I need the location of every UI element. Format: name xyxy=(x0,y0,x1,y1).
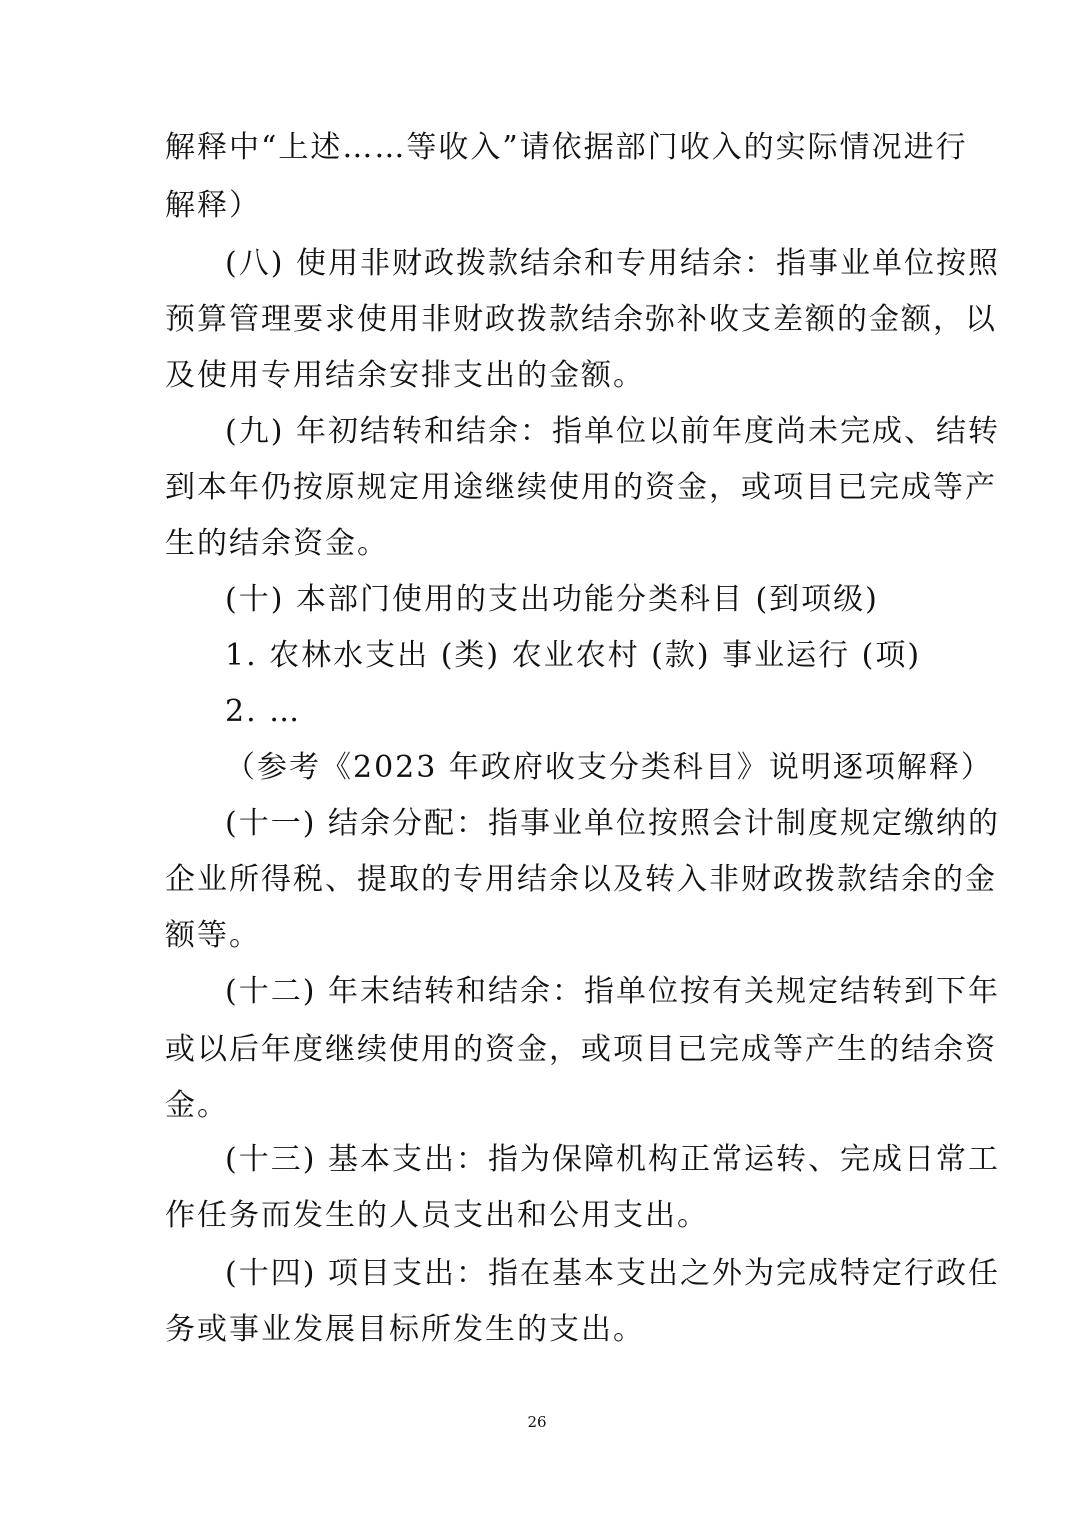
paragraph-line: 及使用专用结余安排支出的金额。 xyxy=(165,358,645,393)
paragraph-line: (十三) 基本支出：指为保障机构正常运转、完成日常工 xyxy=(225,1142,1000,1177)
paragraph-line: 作任务而发生的人员支出和公用支出。 xyxy=(165,1198,709,1233)
paragraph-line: (十一) 结余分配：指事业单位按照会计制度规定缴纳的 xyxy=(225,806,1000,841)
paragraph-line: (十) 本部门使用的支出功能分类科目 (到项级) xyxy=(225,582,879,617)
paragraph-line: 或以后年度继续使用的资金，或项目已完成等产生的结余资 xyxy=(165,1032,997,1067)
paragraph-line: 解释中“上述……等收入”请依据部门收入的实际情况进行 xyxy=(165,130,968,165)
paragraph-line: 务或事业发展目标所发生的支出。 xyxy=(165,1312,645,1347)
paragraph-line: 金。 xyxy=(165,1088,229,1123)
paragraph-line: (十二) 年末结转和结余：指单位按有关规定结转到下年 xyxy=(225,974,1000,1009)
paragraph-line: 生的结余资金。 xyxy=(165,526,389,561)
page-number: 26 xyxy=(527,1413,547,1431)
paragraph-line: 预算管理要求使用非财政拨款结余弥补收支差额的金额，以 xyxy=(165,302,997,337)
paragraph-line: 到本年仍按原规定用途继续使用的资金，或项目已完成等产 xyxy=(165,470,997,505)
paragraph-line: 2. … xyxy=(225,694,302,729)
paragraph-line: 解释） xyxy=(165,188,261,223)
paragraph-line: 企业所得税、提取的专用结余以及转入非财政拨款结余的金 xyxy=(165,862,997,897)
paragraph-line: （参考《2023 年政府收支分类科目》说明逐项解释） xyxy=(225,750,993,785)
paragraph-line: 额等。 xyxy=(165,918,261,953)
paragraph-line: (十四) 项目支出：指在基本支出之外为完成特定行政任 xyxy=(225,1256,1000,1291)
paragraph-line: (九) 年初结转和结余：指单位以前年度尚未完成、结转 xyxy=(225,414,1000,449)
paragraph-line: 1. 农林水支出 (类) 农业农村 (款) 事业运行 (项) xyxy=(225,638,922,673)
paragraph-line: (八) 使用非财政拨款结余和专用结余：指事业单位按照 xyxy=(225,246,1000,281)
